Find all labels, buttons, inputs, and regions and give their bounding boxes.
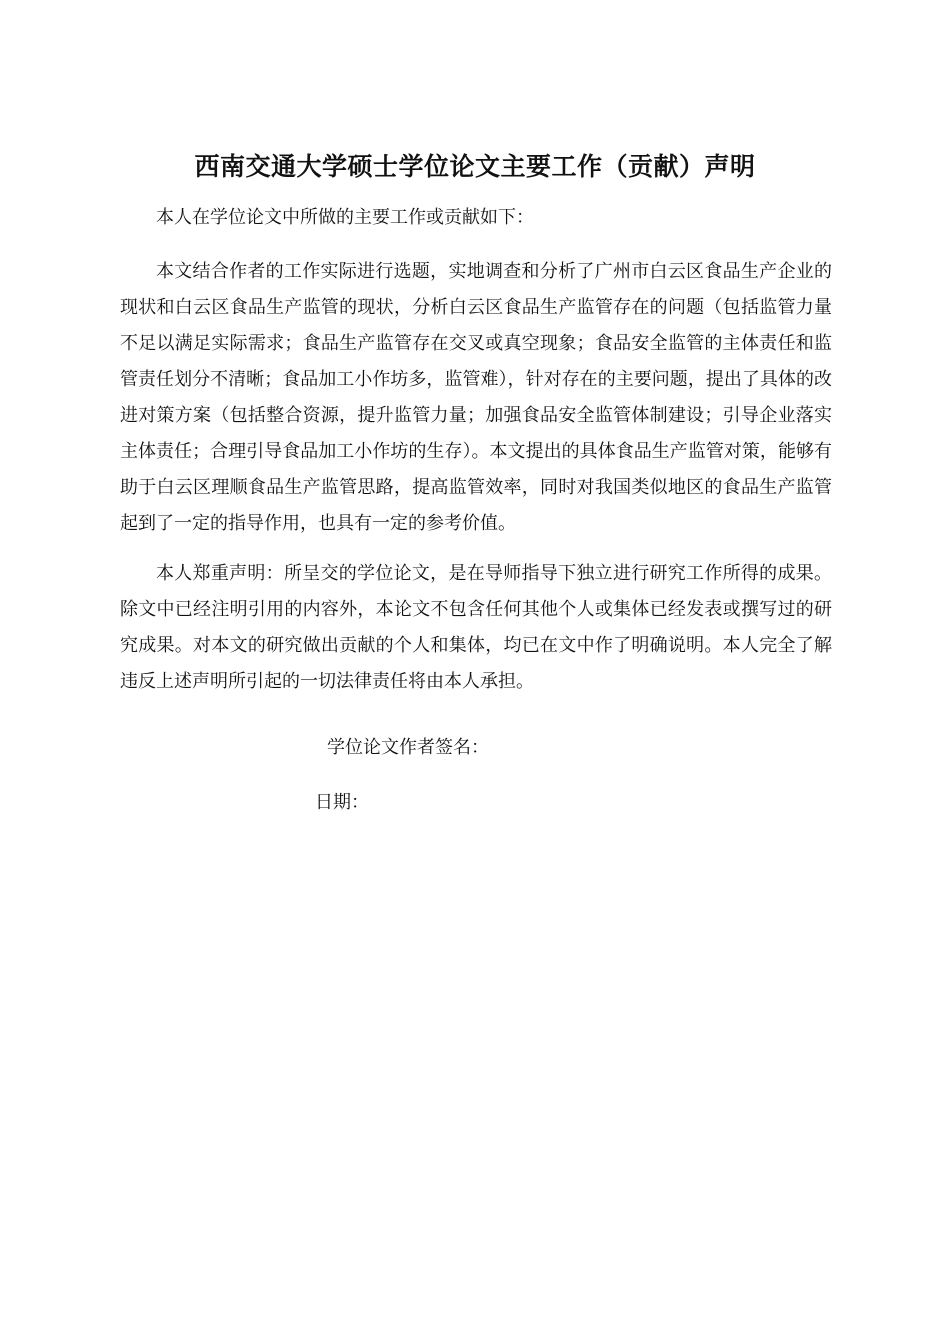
contribution-paragraph: 本文结合作者的工作实际进行选题，实地调查和分析了广州市白云区食品生产企业的现状和白云区食品生产监管的现状，分析白云区食品生产监管存在的问题（包括监管力量不足以满足实际需求；食品生产监管存在交叉或真空现象；食品安全监管的主体责任和监管责任划分不清晰；食品加工小作坊多，监管难），针对存在的主要问题，提出了具体的改进对策方案（包括整合资源，提升监管力量；加强食品安全监管体制建设；引导企业落实主体责任；合理引导食品加工小作坊的生存）。本文提出的具体食品生产监管对策，能够有助于白云区理顺食品生产监管思路，提高监管效率，同时对我国类似地区的食品生产监管起到了一定的指导作用，也具有一定的参考价值。 xyxy=(120,261,832,534)
intro-paragraph: 本人在学位论文中所做的主要工作或贡献如下： xyxy=(156,207,534,228)
declaration-paragraph: 本人郑重声明：所呈交的学位论文，是在导师指导下独立进行研究工作所得的成果。除文中已经注明引用的内容外，本论文不包含任何其他个人或集体已经发表或撰写过的研究成果。对本文的研究做出贡献的个人和集体，均已在文中作了明确说明。本人完全了解违反上述声明所引起的一切法律责任将由本人承担。 xyxy=(120,563,832,692)
author-signature-label: 学位论文作者签名： xyxy=(327,737,489,758)
document-title: 西南交通大学硕士学位论文主要工作（贡献）声明 xyxy=(194,151,756,181)
document-body xyxy=(120,200,832,714)
date-label: 日期： xyxy=(315,792,369,813)
